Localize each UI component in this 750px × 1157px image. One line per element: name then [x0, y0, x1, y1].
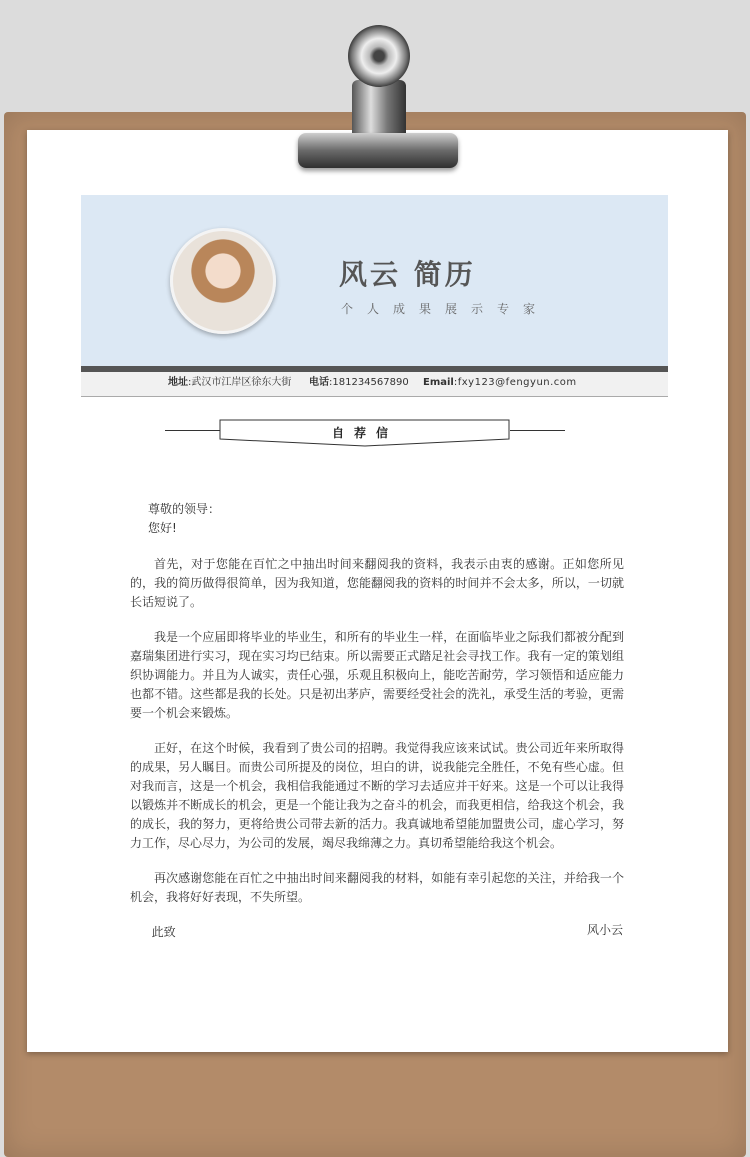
- address-value: :武汉市江岸区徐东大街: [188, 377, 292, 388]
- address-label: 地址: [168, 377, 188, 388]
- email-value: :fxy123@fengyun.com: [453, 377, 577, 388]
- resume-subtitle: 个人成果展示专家: [341, 302, 550, 316]
- letter-paragraph: 首先，对于您能在百忙之中抽出时间来翻阅我的资料，我表示由衷的感谢。正如您所见的，我的简历做得很简单，因为我知道，您能翻阅我的资料的时间并不会太多，所以，一切就长话短说了。: [130, 557, 624, 609]
- phone-label: 电话: [309, 377, 329, 388]
- avatar-photo: [170, 228, 276, 334]
- contact-address: [168, 372, 291, 394]
- greeting: 您好!: [148, 521, 177, 535]
- contact-strip: [81, 372, 668, 397]
- closing: 此致: [151, 925, 176, 939]
- cover-letter: [130, 500, 624, 958]
- contact-phone: [309, 372, 409, 394]
- email-label: Email: [423, 377, 454, 388]
- section-title: 自荐信: [331, 426, 398, 440]
- salutation: 尊敬的领导：: [148, 502, 221, 516]
- contact-email: [423, 372, 577, 394]
- letter-paragraph: 正好，在这个时候，我看到了贵公司的招聘。我觉得我应该来试试。贵公司近年来所取得的成果，另人瞩目。而贵公司所提及的岗位，坦白的讲，说我能完全胜任，不免有些心虚。但对我而言，这是一个机会，我相信我能通过不断的学习去适应并干好来。这是一个可以让我得以锻炼并不断成长的机会，更是一个能让我为之奋斗的机会，而我更相信，给我这个机会，我的成长，我的努力，更将给贵公司带去新的活力。我真诚地希望能加盟贵公司，虚心学习，努力工作，尽心尽力，为公司的发展，竭尽我绵薄之力。真切希望能给我这个机会。: [130, 741, 624, 850]
- resume-header: [81, 195, 668, 366]
- binder-clip-ring: [348, 25, 410, 87]
- letter-paragraph: 再次感谢您能在百忙之中抽出时间来翻阅我的材料，如能有幸引起您的关注，并给我一个机会，我将好好表现，不失所望。: [130, 871, 624, 904]
- section-heading: [165, 419, 565, 447]
- binder-clip: [298, 133, 458, 168]
- phone-value: :181234567890: [329, 377, 409, 388]
- resume-title: 风云 简历: [339, 258, 476, 291]
- signature: 风小云: [586, 923, 623, 937]
- letter-paragraph: 我是一个应届即将毕业的毕业生，和所有的毕业生一样，在面临毕业之际我们都被分配到嘉瑞集团进行实习，现在实习均已结束。所以需要正式踏足社会寻找工作。我有一定的策划组织协调能力。并且为人诚实，责任心强，乐观且积极向上，能吃苦耐劳，学习领悟和适应能力也都不错。这些都是我的长处。只是初出茅庐，需要经受社会的洗礼，承受生活的考验，更需要一个机会来锻炼。: [130, 630, 624, 720]
